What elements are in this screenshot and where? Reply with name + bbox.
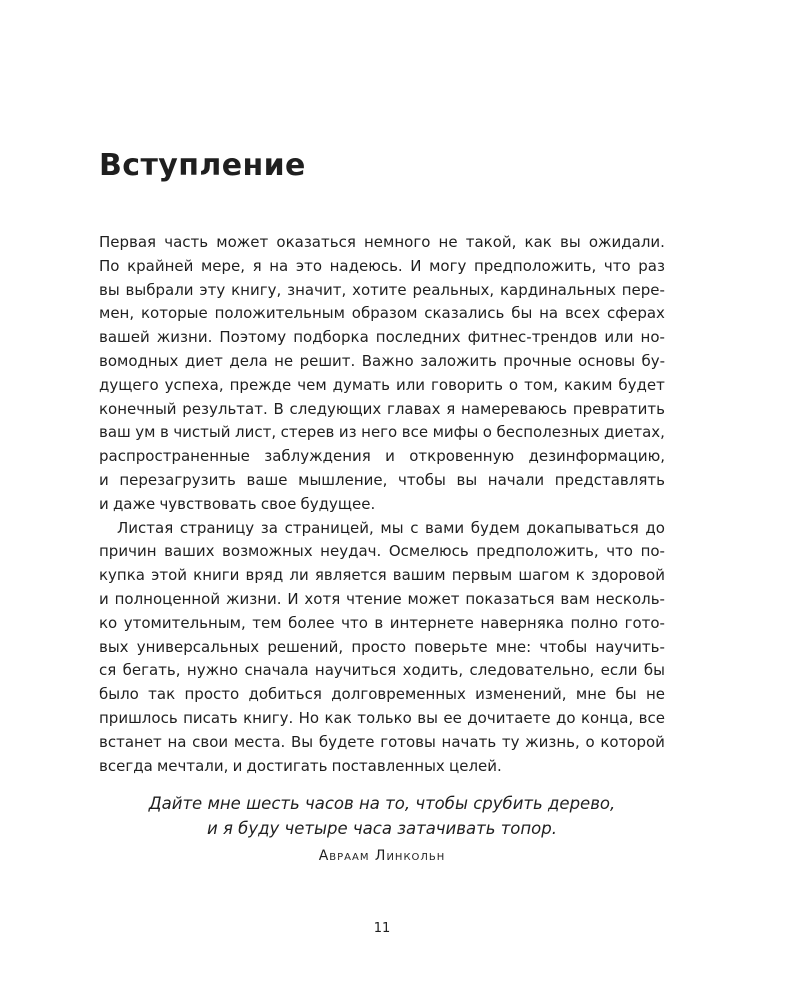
page-number: 11 <box>373 921 391 936</box>
body-line: причин ваших возможных неудач. Осмелюсь предположить, что по- <box>99 542 665 561</box>
epigraph-line-1: Дайте мне шесть часов на то, чтобы срубить дерево, <box>148 794 616 813</box>
body-line: купка этой книги вряд ли является вашим первым шагом к здоровой <box>99 566 665 585</box>
body-line: встанет на свои места. Вы будете готовы начать ту жизнь, о которой <box>99 732 665 751</box>
body-line: ся бегать, нужно сначала научиться ходить, следовательно, если бы <box>99 661 665 680</box>
body-line: конечный результат. В следующих главах я намереваюсь превратить <box>99 399 665 418</box>
chapter-body <box>99 231 665 778</box>
body-line: вашей жизни. Поэтому подборка последних фитнес-трендов или но- <box>99 328 665 347</box>
body-line: и полноценной жизни. И хотя чтение может показаться вам несколь- <box>99 589 665 608</box>
body-line: вы выбрали эту книгу, значит, хотите реальных, кардинальных пере- <box>99 280 665 299</box>
body-line: дущего успеха, прежде чем думать или говорить о том, каким будет <box>99 375 665 394</box>
body-line: распространенные заблуждения и откровенную дезинформацию, <box>99 447 665 466</box>
body-line: Листая страницу за страницей, мы с вами будем докапываться до <box>117 518 665 537</box>
body-line: вых универсальных решений, просто поверьте мне: чтобы научить- <box>99 637 665 656</box>
body-line: ко утомительным, тем более что в интернете наверняка полно гото- <box>99 613 665 632</box>
body-line: мен, которые положительным образом сказались бы на всех сферах <box>99 304 665 323</box>
epigraph-line-2: и я буду четыре часа затачивать топор. <box>207 819 557 838</box>
chapter-title: Вступление <box>99 148 306 183</box>
body-line: и даже чувствовать свое будущее. <box>99 494 376 513</box>
body-line: По крайней мере, я на это надеюсь. И могу предположить, что раз <box>99 256 665 275</box>
body-line: всегда мечтали, и достигать поставленных целей. <box>99 756 502 775</box>
body-line: и перезагрузить ваше мышление, чтобы вы начали представлять <box>99 470 665 489</box>
epigraph-author: Авраам Линкольн <box>318 848 446 864</box>
body-line: было так просто добиться долговременных изменений, мне бы не <box>99 685 665 704</box>
body-line: Первая часть может оказаться немного не такой, как вы ожидали. <box>99 233 665 251</box>
body-line: вомодных диет дела не решит. Важно заложить прочные основы бу- <box>99 351 665 370</box>
body-line: пришлось писать книгу. Но как только вы ее дочитаете до конца, все <box>99 708 665 727</box>
body-line: ваш ум в чистый лист, стерев из него все мифы о бесполезных диетах, <box>99 423 665 442</box>
